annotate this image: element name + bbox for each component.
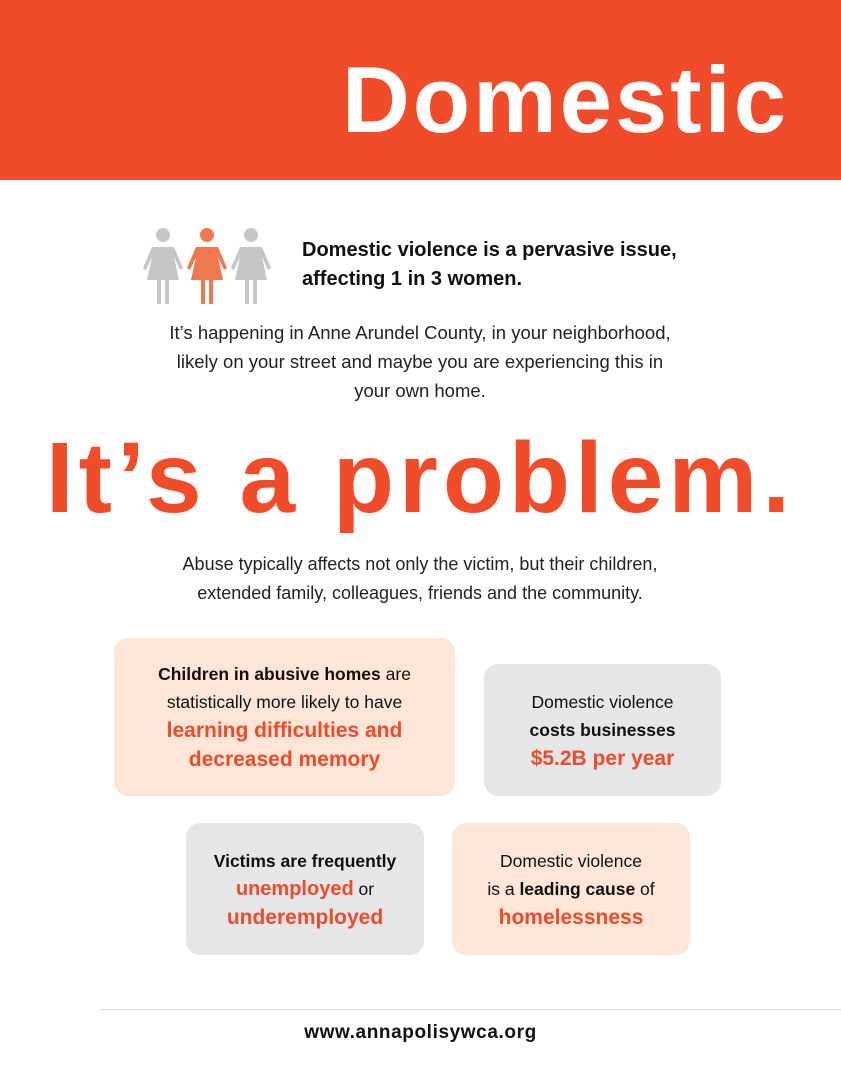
header-banner xyxy=(0,0,841,180)
headline: It’s a problem. xyxy=(45,422,796,534)
woman-icon xyxy=(231,228,271,304)
stat-text: Domestic violence is a pervasive issue, affecting 1 in 3 women. xyxy=(302,239,677,290)
card-victims-employment: Victims are frequently unemployed or underemployed xyxy=(186,823,424,955)
card-homelessness: Domestic violence is a leading cause of homelessness xyxy=(452,823,690,955)
woman-icon xyxy=(143,228,183,304)
website-link[interactable]: www.annapolisywca.org xyxy=(304,1022,537,1043)
banner-title: Domestic xyxy=(341,47,789,152)
abuse-paragraph: Abuse typically affects not only the victim, but their children, extended family, colleagues, friends and the community. xyxy=(182,554,658,603)
intro-paragraph: It’s happening in Anne Arundel County, in your neighborhood, likely on your street and maybe you are experiencing this in your own home. xyxy=(169,322,671,401)
card-business-cost: Domestic violence costs businesses $5.2B per year xyxy=(484,664,721,796)
woman-highlighted-icon xyxy=(187,228,227,304)
women-figures-icon xyxy=(140,224,274,308)
card-children: Children in abusive homes are statistically more likely to have learning difficulties and decreased memory xyxy=(114,638,455,796)
footer-divider xyxy=(100,1009,841,1010)
